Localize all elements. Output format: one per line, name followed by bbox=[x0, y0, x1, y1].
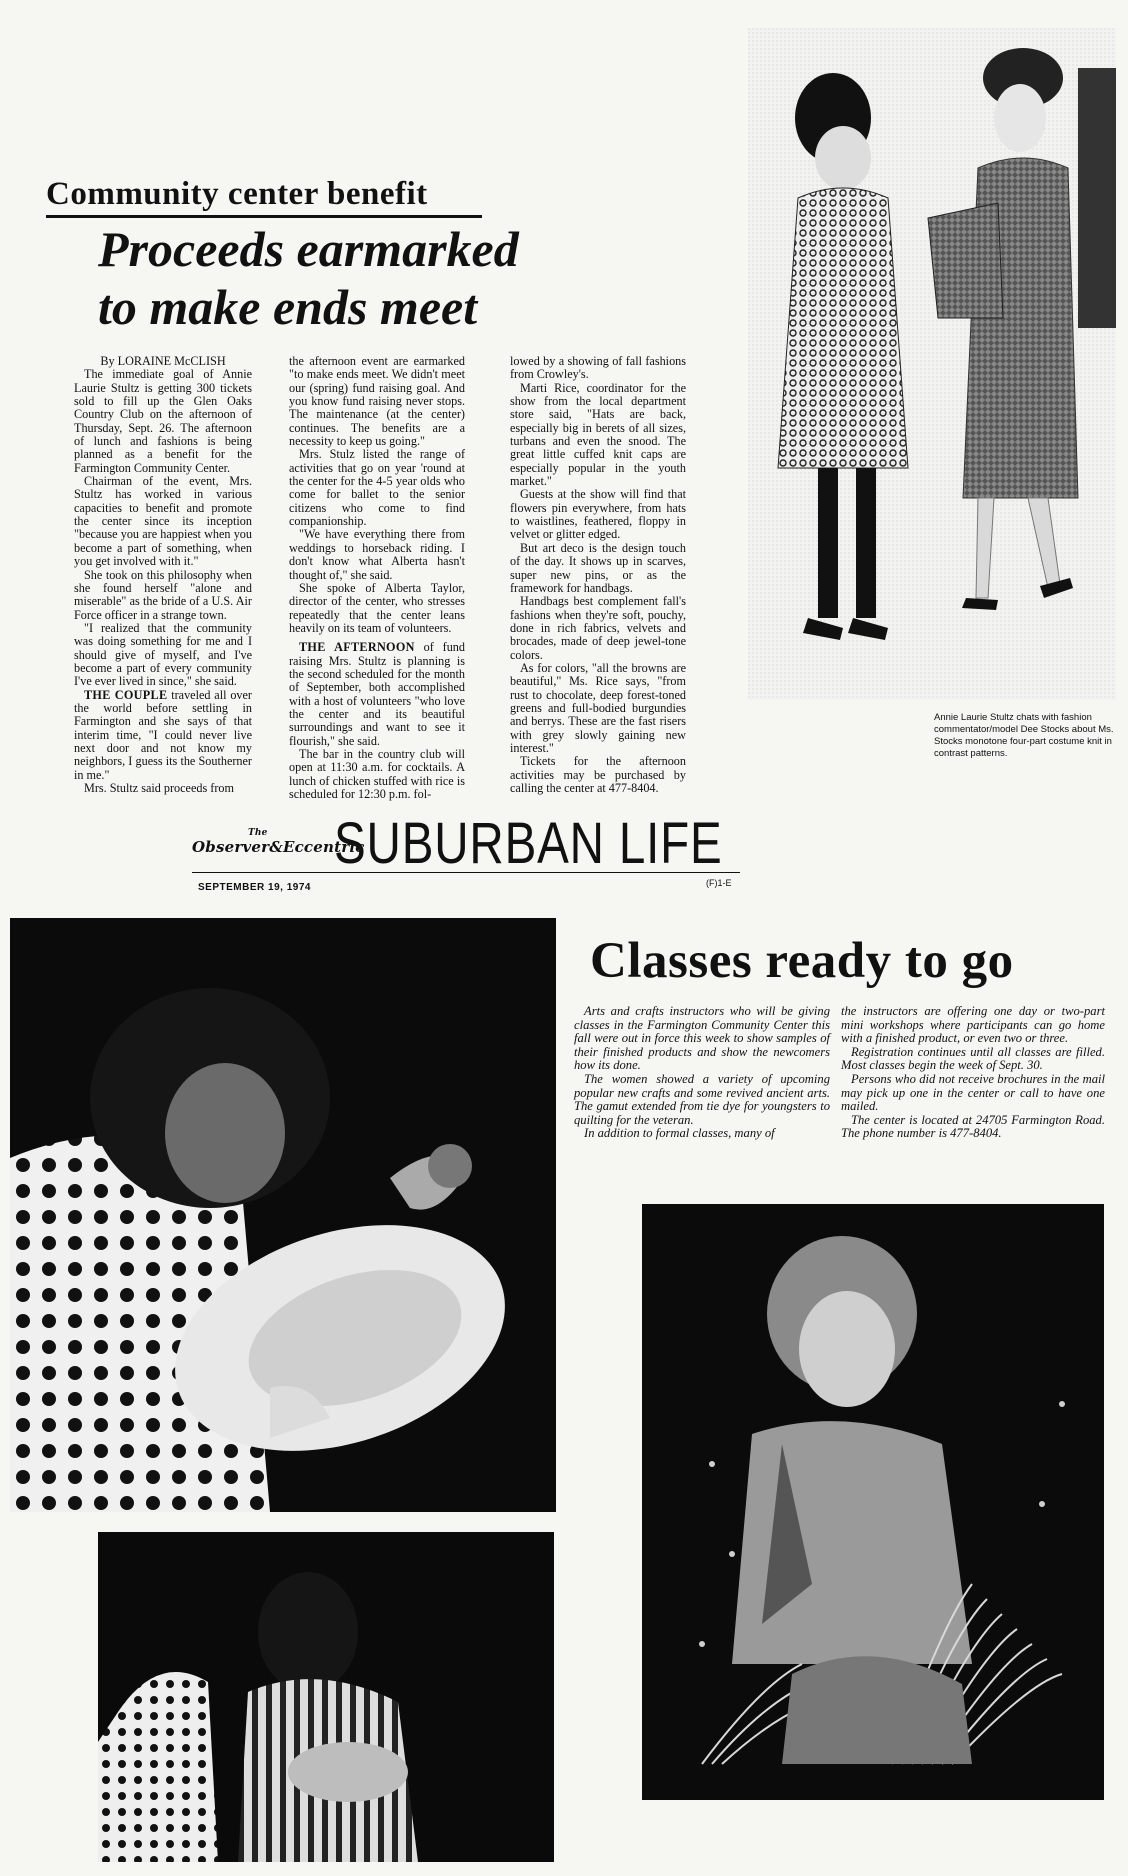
crafts-photo-sewing-art bbox=[98, 1532, 554, 1862]
photo-caption: Annie Laurie Stultz chats with fashion commentator/model Dee Stocks about Ms. Stocks monotone four-part costume knit in contrast patterns. bbox=[934, 712, 1114, 759]
paragraph: "We have everything there from weddings to horseback riding. I don't know what Alberta hasn't thought of," she said. bbox=[289, 527, 465, 582]
paragraph: She took on this philosophy when she found herself "alone and miserable" as the bride of a U.S. Air Force officer in a strange town. bbox=[74, 567, 252, 622]
paragraph: THE AFTERNOON of fund raising Mrs. Stultz is planning is the second scheduled for the month of September, both accomplished with a host of volunteers "who love the center and its beautiful surroundings and want to see it flourish," she said. bbox=[289, 640, 465, 748]
paragraph: She spoke of Alberta Taylor, director of the center, who stresses repeatedly that the center leans heavily on its team of volunteers. bbox=[289, 580, 465, 635]
story1-column-3 bbox=[510, 354, 686, 795]
paragraph: But art deco is the design touch of the day. It shows up in scarves, super new pins, or as the framework for handbags. bbox=[510, 540, 686, 595]
paragraph: the instructors are offering one day or two-part mini workshops where participants can go home with a finished product, or even two or three. bbox=[841, 1004, 1105, 1046]
paragraph: lowed by a showing of fall fashions from Crowley's. bbox=[510, 354, 686, 382]
lead-in: THE COUPLE bbox=[84, 687, 168, 702]
main-headline bbox=[98, 220, 658, 336]
paragraph: the afternoon event are earmarked "to make ends meet. We didn't meet our (spring) fund raising goal. And you know fund raising never stops. The maintenance (at the center) continues. The benefits are a necessity to keep us going." bbox=[289, 354, 465, 449]
paragraph: In addition to formal classes, many of bbox=[584, 1126, 775, 1141]
newspaper-name-the: The bbox=[248, 828, 268, 838]
paragraph: Registration continues until all classes are filled. Most classes begin the week of Sept. 30. bbox=[841, 1044, 1105, 1073]
paragraph: As for colors, "all the browns are beautiful," Ms. Rice says, "from rust to chocolate, deep forest-toned greens and full-bodied burgundies and berrys. These are the fast risers with grey slowly gaining new interest." bbox=[510, 660, 686, 755]
story2-column-1 bbox=[574, 1005, 830, 1177]
crafts-photo-plate bbox=[10, 918, 556, 1512]
paragraph: Marti Rice, coordinator for the show from the local department store said, "Hats are back, especially big in berets of all sizes, turbans and even the snood. The great little cuffed knit caps are especially popular in the youth market." bbox=[510, 380, 686, 489]
paragraph: Guests at the show will find that flowers pin everywhere, from hats to waistlines, feathered, floppy in velvet or glitter edged. bbox=[510, 487, 686, 542]
story2-column-2 bbox=[841, 1005, 1105, 1177]
newspaper-name: The Observer&Eccentric bbox=[192, 828, 365, 856]
headline-line-2: to make ends meet bbox=[98, 279, 478, 335]
paragraph: Handbags best complement fall's fashions when they're soft, pouchy, done in rich fabrics, velvets and brocades, made of deep jewel-tone colors. bbox=[510, 594, 686, 662]
paragraph: Chairman of the event, Mrs. Stultz has worked in various capacities to benefit and promote the center since its inception "because you are happiest when you become a part of something, when you get involved with it." bbox=[74, 474, 252, 569]
paragraph: The bar in the country club will open at 11:30 a.m. for cocktails. A lunch of chicken stuffed with rice is scheduled for 12:30 p.m. fol- bbox=[289, 746, 465, 801]
headline-line-1: Proceeds earmarked bbox=[98, 221, 519, 277]
section-masthead bbox=[192, 811, 740, 876]
paragraph: The immediate goal of Annie Laurie Stultz is getting 300 tickets sold to fill up the Glen Oaks Country Club on the afternoon of Thursday, Sept. 26. The afternoon of lunch and fashions is being planned as a benefit for the Farmington Community Center. bbox=[74, 367, 252, 475]
paragraph: The center is located at 24705 Farmington Road. The phone number is 477-8404. bbox=[841, 1112, 1105, 1141]
story1-column-2 bbox=[289, 354, 465, 801]
crafts-photo-sewing bbox=[98, 1532, 554, 1862]
story1-column-1 bbox=[74, 354, 252, 795]
paragraph: THE COUPLE traveled all over the world before settling in Farmington and she says of that interim time, "I could never live next door and not know my neighbors, I guess its the Southerner in me." bbox=[74, 687, 252, 782]
crafts-photo-weaving-art bbox=[642, 1204, 1104, 1800]
lead-in: THE AFTERNOON bbox=[299, 640, 415, 655]
dateline: SEPTEMBER 19, 1974 bbox=[198, 882, 311, 893]
paragraph: Mrs. Stultz said proceeds from bbox=[84, 781, 234, 795]
byline: By LORAINE McCLISH bbox=[100, 354, 226, 368]
paragraph: Mrs. Stulz listed the range of activities that go on year 'round at the center for the 4-5 year olds who come for ballet to the senior citizens who come to find companionship. bbox=[289, 447, 465, 529]
fashion-photo bbox=[748, 28, 1116, 700]
paragraph: Arts and crafts instructors who will be giving classes in the Farmington Community Center this fall were out in force this week to show samples of their finished products and show the newcomers how its done. bbox=[574, 1004, 830, 1073]
paragraph: Tickets for the afternoon activities may be purchased by calling the center at 477-8404. bbox=[510, 754, 686, 795]
paragraph: "I realized that the community was doing something for me and I should give of myself, and I've become a part of every community I've ever lived in since," she said. bbox=[74, 620, 252, 689]
crafts-photo-weaving bbox=[642, 1204, 1104, 1800]
fashion-photo-art bbox=[748, 28, 1116, 700]
classes-headline: Classes ready to go bbox=[590, 933, 1014, 989]
section-title: SUBURBAN LIFE bbox=[334, 811, 723, 876]
paragraph: The women showed a variety of upcoming popular new crafts and some revived ancient arts. The gamut extended from tie dye for youngsters to quilting for the veteran. bbox=[574, 1071, 830, 1127]
paragraph: Persons who did not receive brochures in the mail may pick up one in the center or call to have one mailed. bbox=[841, 1071, 1105, 1114]
crafts-photo-plate-art bbox=[10, 918, 556, 1512]
section-page-number: (F)1-E bbox=[706, 878, 732, 888]
kicker-headline: Community center benefit bbox=[46, 176, 482, 218]
